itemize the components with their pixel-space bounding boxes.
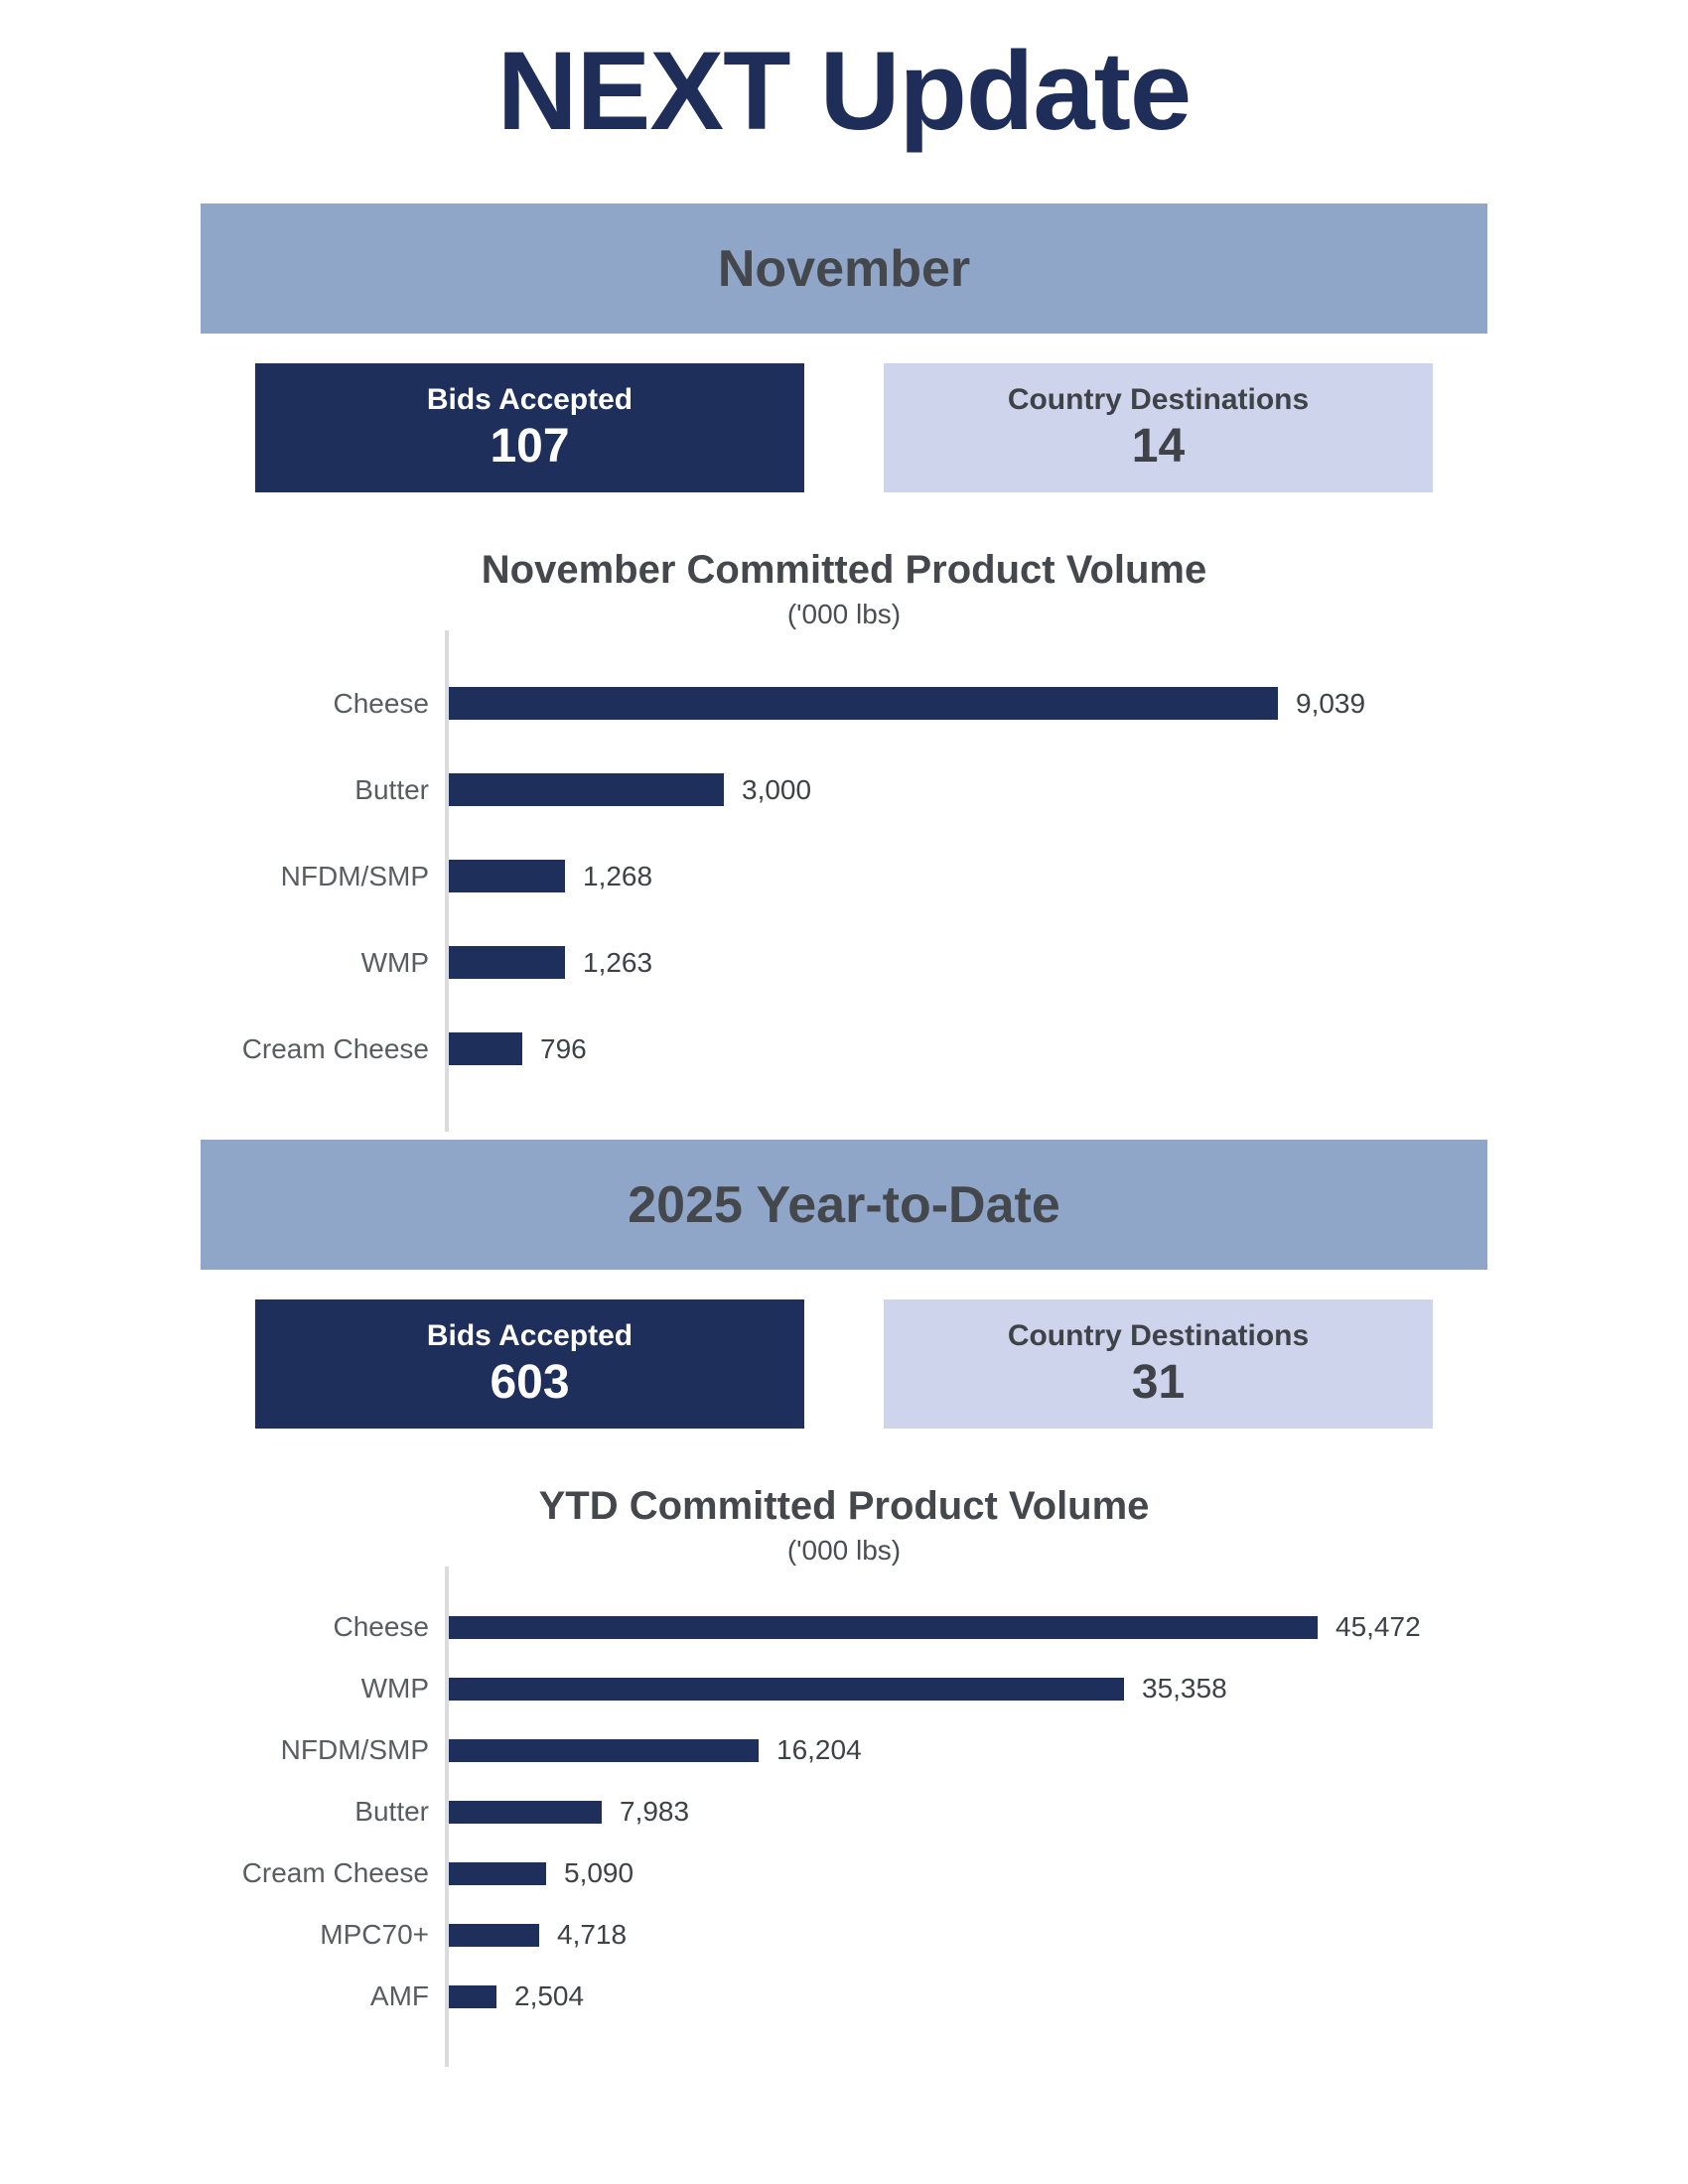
chart-row (209, 1904, 1479, 1966)
chart-row (209, 1596, 1479, 1658)
card-label: Country Destinations (1007, 382, 1310, 416)
chart-row (209, 1966, 1479, 2027)
stat-card-bids-accepted (255, 1299, 804, 1429)
bar-chart-ytd (209, 1567, 1479, 2067)
chart-bar (449, 1924, 539, 1947)
chart-bar (449, 687, 1278, 720)
chart-value-label: 9,039 (1296, 687, 1366, 719)
chart-row (209, 1781, 1479, 1843)
chart-row (209, 747, 1479, 833)
chart-category-label: Cream Cheese (241, 1857, 429, 1889)
bar-chart-november (209, 630, 1479, 1132)
chart-bar (449, 860, 565, 892)
chart-bar (449, 1862, 546, 1885)
chart-value-label: 2,504 (514, 1980, 585, 2012)
chart-category-label: Butter (354, 773, 429, 805)
chart-rows (209, 1596, 1479, 2027)
card-label: Bids Accepted (426, 382, 633, 416)
section-band-ytd (201, 1140, 1487, 1270)
section-heading: 2025 Year-to-Date (628, 1175, 1060, 1234)
chart-row (209, 1843, 1479, 1904)
chart-category-label: Butter (354, 1796, 429, 1828)
chart-bar (449, 1616, 1318, 1639)
chart-bar (449, 946, 565, 979)
stat-cards-row (255, 363, 1433, 492)
stat-cards-row (255, 1299, 1433, 1429)
card-value: 107 (490, 419, 570, 473)
chart-value-label: 1,263 (583, 946, 653, 978)
chart-value-label: 1,268 (583, 860, 653, 891)
stat-card-country-destinations (884, 1299, 1433, 1429)
chart-category-label: NFDM/SMP (280, 1734, 429, 1766)
chart-value-label: 45,472 (1336, 1611, 1421, 1643)
chart-category-label: WMP (360, 1673, 429, 1705)
chart-category-label: AMF (369, 1980, 429, 2012)
chart-value-label: 16,204 (776, 1734, 862, 1766)
chart-category-label: WMP (360, 946, 429, 978)
chart-rows (209, 660, 1479, 1092)
chart-row (209, 1719, 1479, 1781)
chart-category-label: Cream Cheese (241, 1032, 429, 1064)
chart-category-label: NFDM/SMP (280, 860, 429, 891)
y-axis-line (445, 1567, 449, 2067)
chart-bar (449, 773, 724, 806)
chart-value-label: 35,358 (1142, 1673, 1227, 1705)
card-value: 603 (490, 1355, 570, 1409)
chart-bar (449, 1801, 602, 1824)
stat-card-bids-accepted (255, 363, 804, 492)
chart-title: November Committed Product Volume (481, 548, 1207, 593)
chart-subtitle: ('000 lbs) (786, 599, 902, 630)
card-label: Country Destinations (1007, 1318, 1310, 1352)
chart-row (209, 1658, 1479, 1719)
page-title: NEXT Update (496, 29, 1192, 153)
chart-bar (449, 1985, 496, 2008)
chart-value-label: 3,000 (742, 773, 812, 805)
chart-bar (449, 1032, 522, 1065)
chart-category-label: MPC70+ (320, 1919, 429, 1951)
chart-row (209, 919, 1479, 1006)
card-value: 14 (1131, 419, 1186, 473)
chart-bar (449, 1678, 1124, 1701)
chart-category-label: Cheese (333, 1611, 429, 1643)
stat-card-country-destinations (884, 363, 1433, 492)
chart-row (209, 833, 1479, 919)
chart-row (209, 1006, 1479, 1092)
chart-value-label: 7,983 (620, 1796, 690, 1828)
chart-value-label: 796 (540, 1032, 587, 1064)
section-band-november (201, 204, 1487, 334)
chart-subtitle: ('000 lbs) (786, 1535, 902, 1567)
chart-row (209, 660, 1479, 747)
y-axis-line (445, 630, 449, 1132)
chart-category-label: Cheese (333, 687, 429, 719)
card-label: Bids Accepted (426, 1318, 633, 1352)
card-value: 31 (1131, 1355, 1186, 1409)
section-heading: November (717, 239, 971, 298)
chart-bar (449, 1739, 759, 1762)
chart-value-label: 5,090 (564, 1857, 634, 1889)
chart-title: YTD Committed Product Volume (538, 1484, 1150, 1529)
chart-value-label: 4,718 (557, 1919, 628, 1951)
